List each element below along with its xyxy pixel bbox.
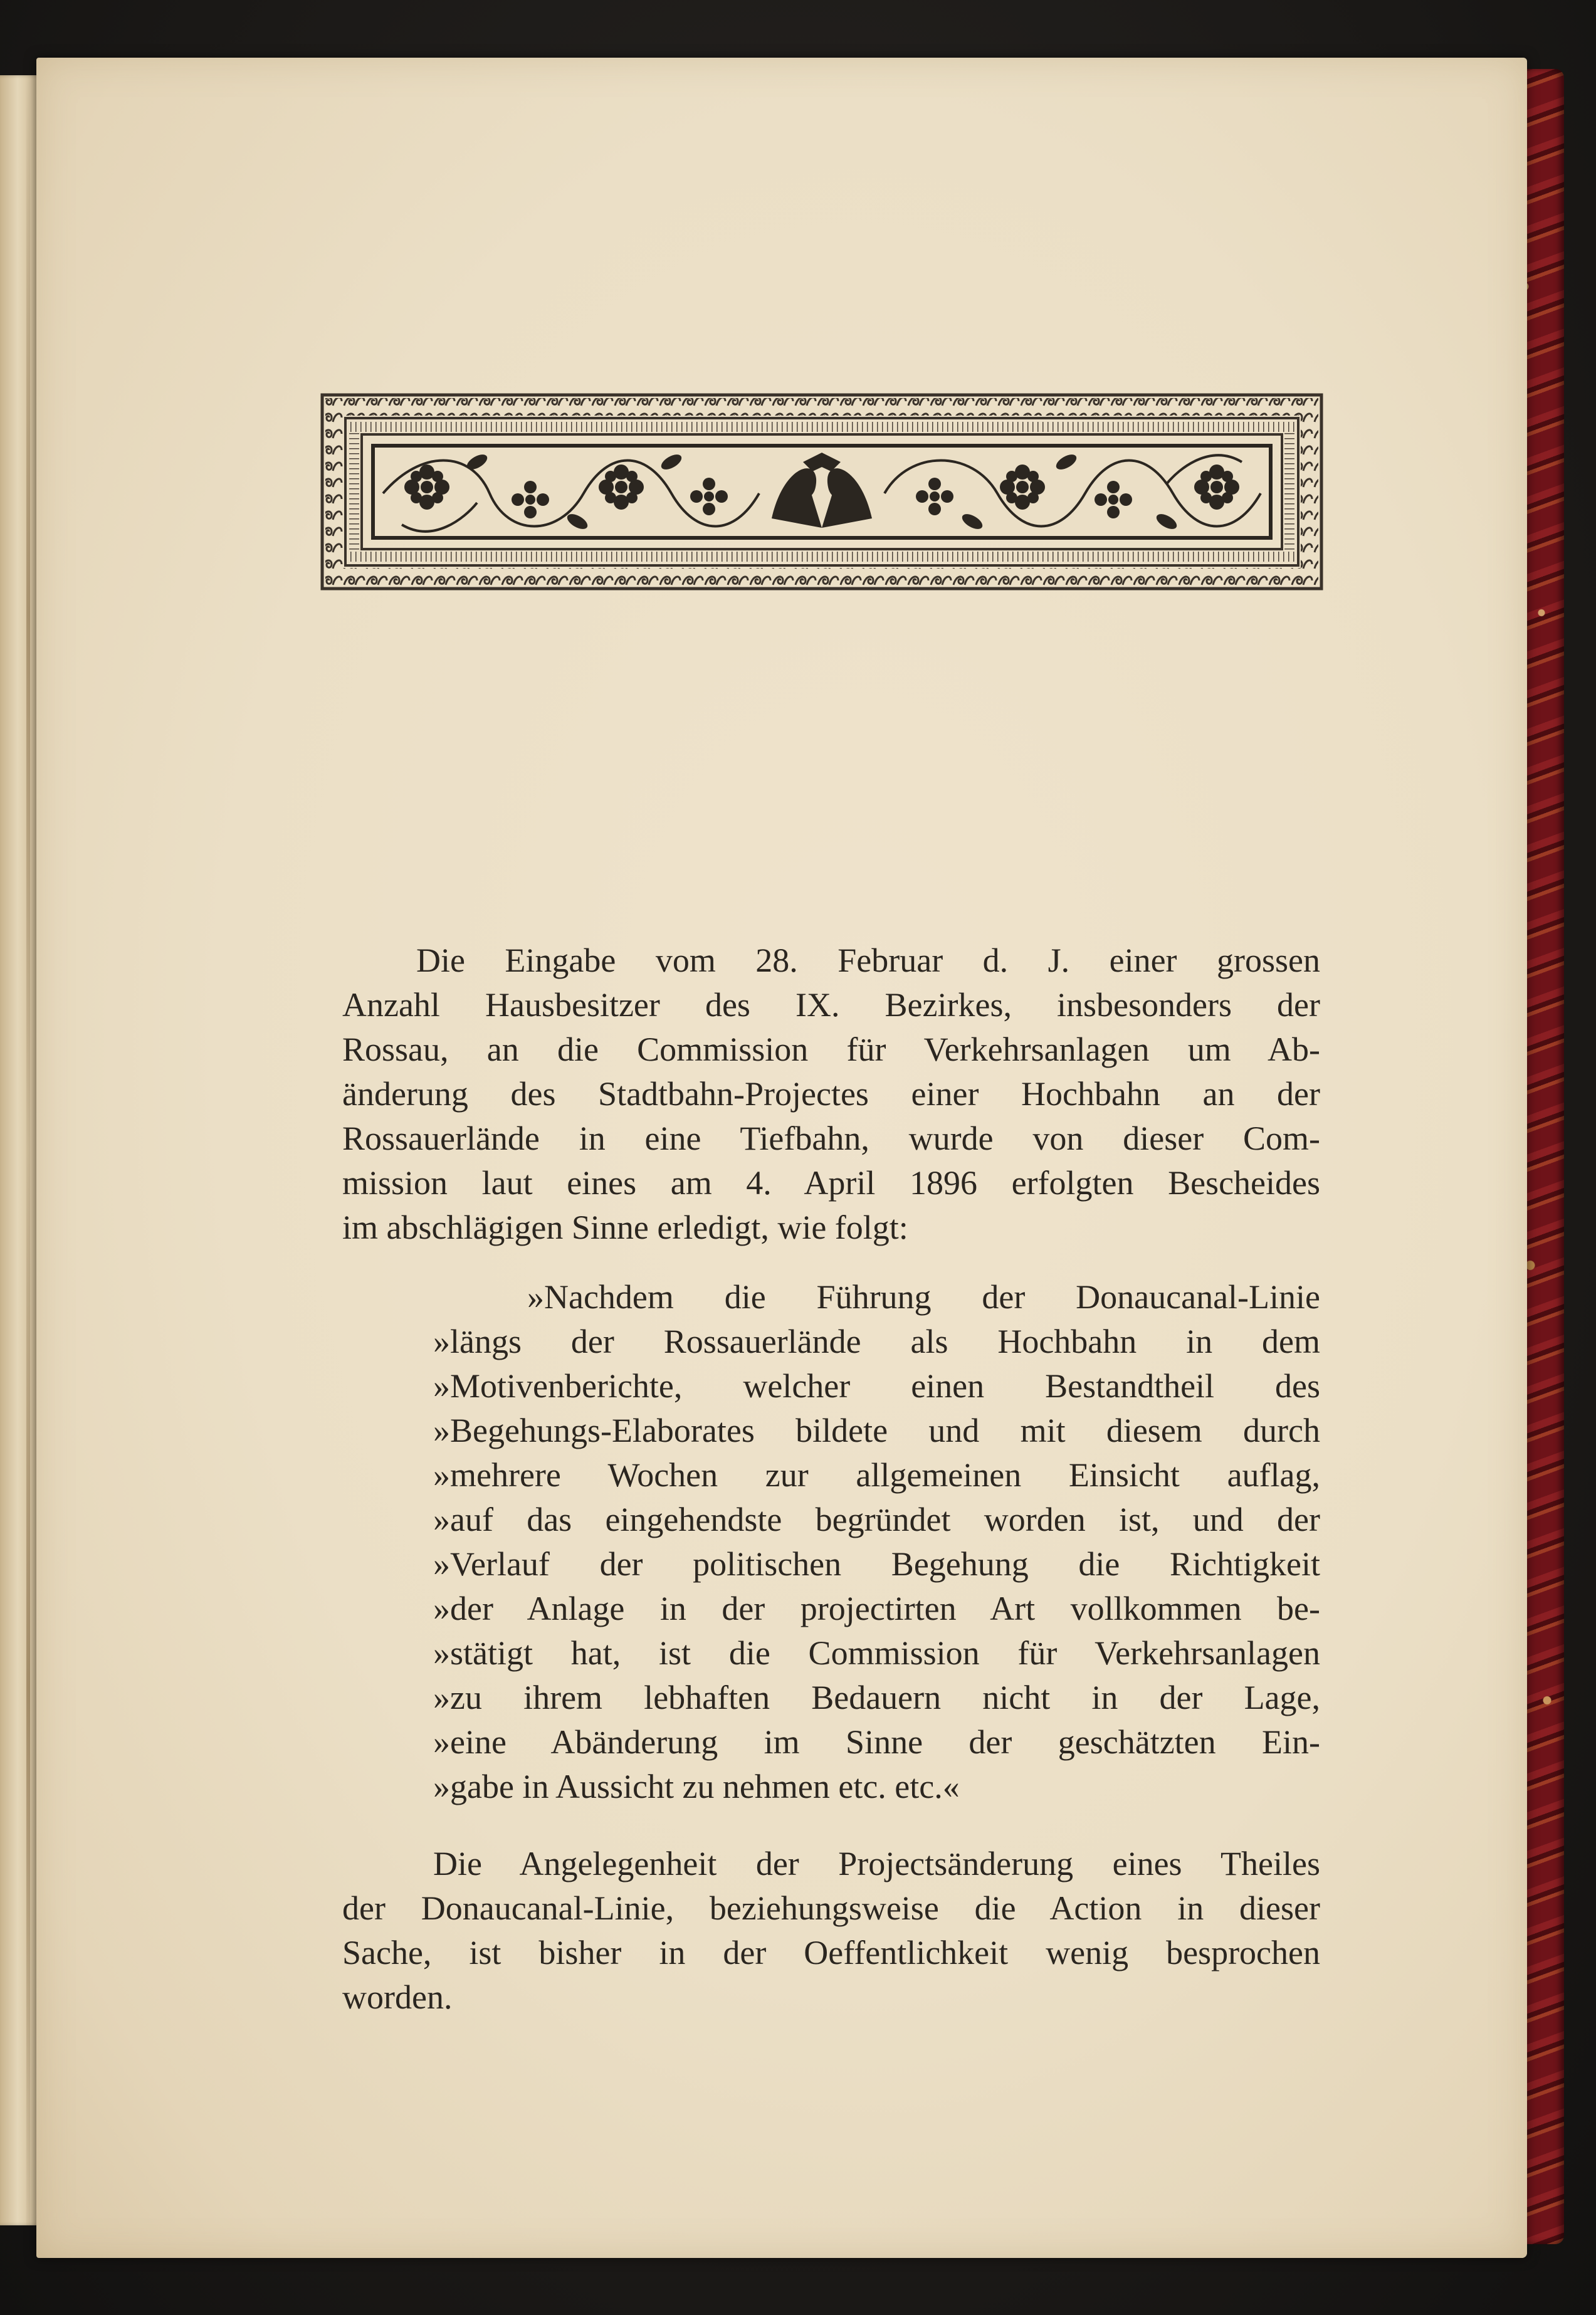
paragraph-1 (342, 938, 1320, 1250)
quote-line: »mehrere Wochen zur allgemeinen Einsicht auflag, (433, 1456, 1320, 1494)
quote-line: »Nachdem die Führung der Donaucanal-Linie (527, 1278, 1320, 1316)
text-line: im abschlägigen Sinne erledigt, wie folgt: (342, 1209, 908, 1246)
quote-line: »eine Abänderung im Sinne der geschätzten Ein- (433, 1723, 1320, 1761)
quote-line: »gabe in Aussicht zu nehmen etc. etc.« (433, 1768, 960, 1805)
quote-line: »Begehungs-Elaborates bildete und mit diesem durch (433, 1412, 1320, 1449)
quote-line: »Motivenberichte, welcher einen Bestandtheil des (433, 1367, 1320, 1405)
ornament-svg (320, 393, 1323, 591)
text-line: Sache, ist bisher in der Oeffentlichkeit wenig besprochen (342, 1934, 1320, 1971)
text-line: Anzahl Hausbesitzer des IX. Bezirkes, insbesonders der (342, 986, 1320, 1024)
text-line: änderung des Stadtbahn-Projectes einer Hochbahn an der (342, 1075, 1320, 1113)
text-line: mission laut eines am 4. April 1896 erfolgten Bescheides (342, 1164, 1320, 1202)
floral-headpiece-ornament (320, 393, 1323, 591)
quote-line: »der Anlage in der projectirten Art vollkommen be- (433, 1590, 1320, 1627)
body-text (342, 938, 1320, 2020)
text-line: Die Eingabe vom 28. Februar d. J. einer grossen (416, 942, 1320, 979)
paragraph-2 (342, 1842, 1320, 2020)
text-line: worden. (342, 1978, 453, 2016)
quote-line: »auf das eingehendste begründet worden ist, und der (433, 1501, 1320, 1538)
text-line: Rossau, an die Commission für Verkehrsanlagen um Ab- (342, 1031, 1320, 1068)
quotation-block (342, 1275, 1320, 1809)
quote-line: »Verlauf der politischen Begehung die Richtigkeit (433, 1545, 1320, 1583)
quote-line: »zu ihrem lebhaften Bedauern nicht in der Lage, (433, 1679, 1320, 1716)
text-line: Die Angelegenheit der Projectsänderung eines Theiles (433, 1845, 1320, 1882)
book-page (36, 58, 1527, 2258)
text-line: Rossauerlände in eine Tiefbahn, wurde von dieser Com- (342, 1120, 1320, 1157)
text-line: der Donaucanal-Linie, beziehungsweise die Action in dieser (342, 1889, 1320, 1927)
quote-line: »stätigt hat, ist die Commission für Verkehrsanlagen (433, 1634, 1320, 1672)
quote-line: »längs der Rossauerlände als Hochbahn in dem (433, 1323, 1320, 1360)
